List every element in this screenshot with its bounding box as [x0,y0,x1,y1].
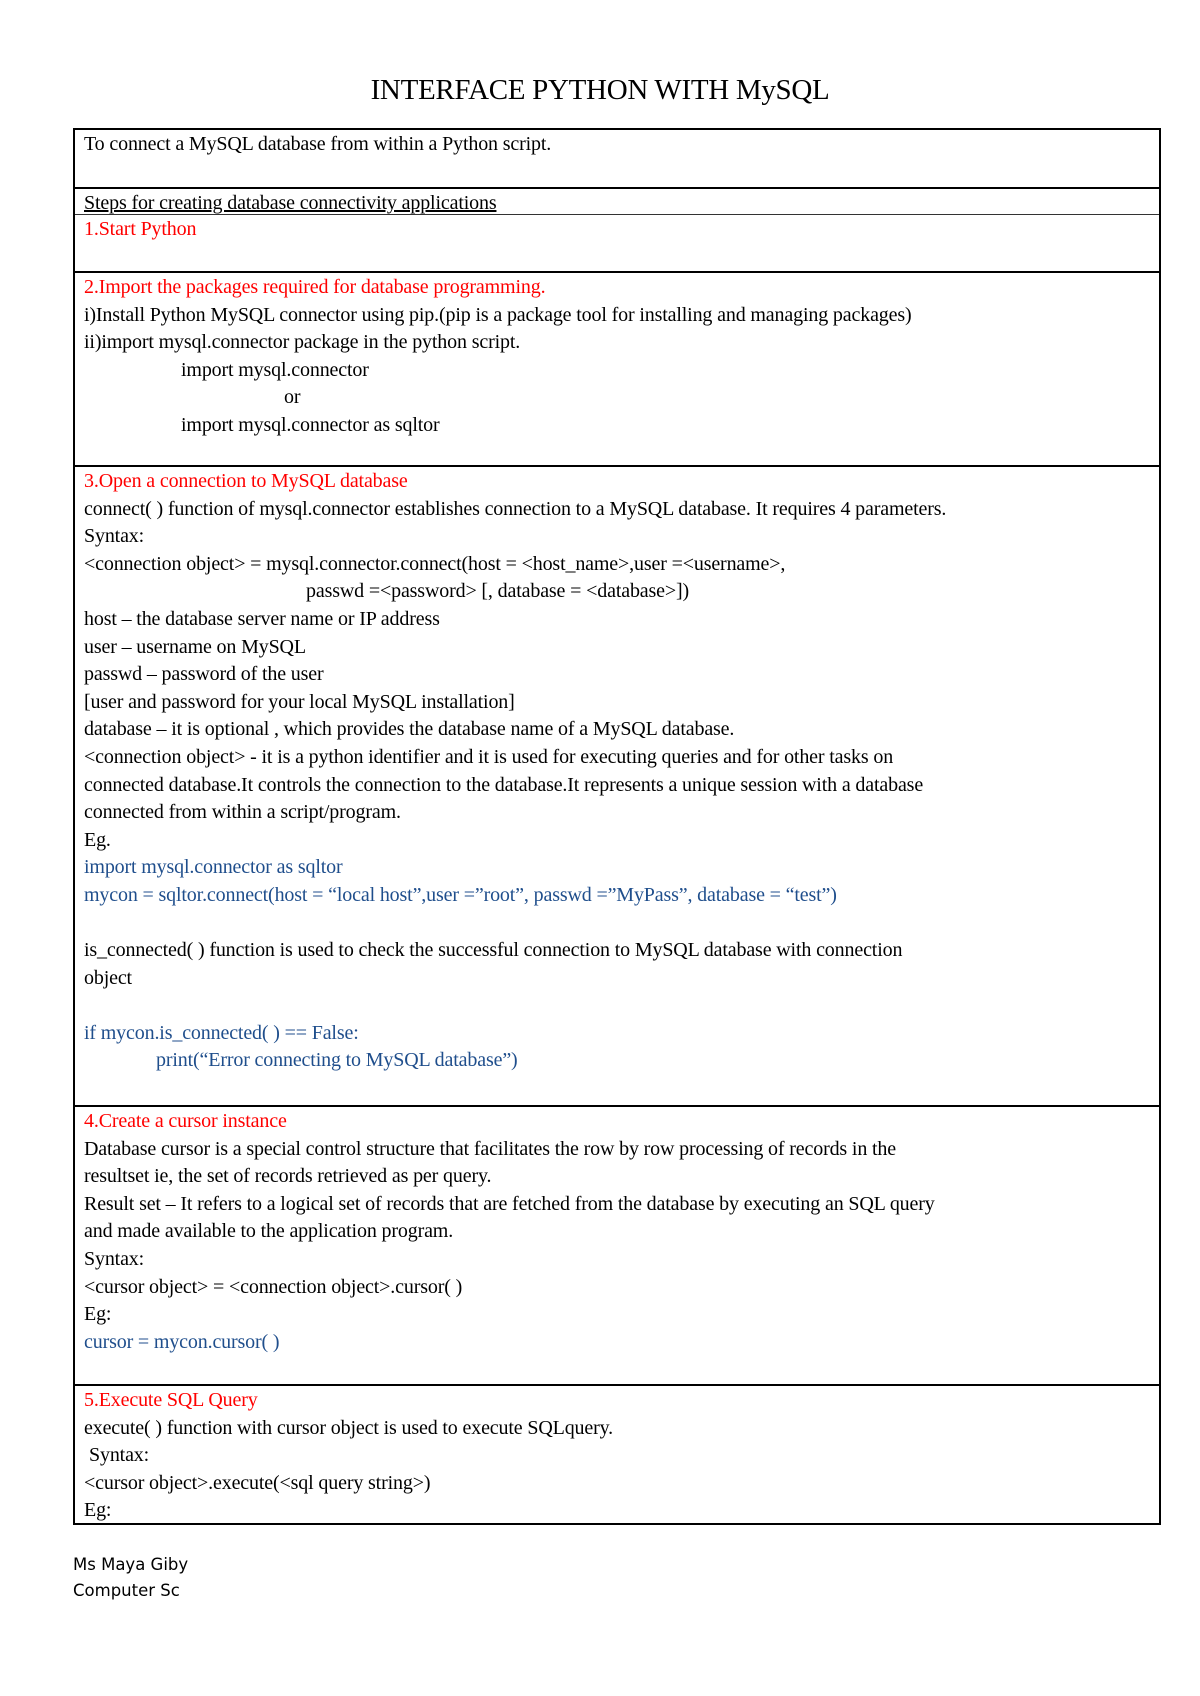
footer-subject: Computer Sc [73,1581,180,1600]
step5-row [75,1384,1159,1523]
step4-row [75,1105,1159,1384]
step3-line: user – username on MySQL [84,635,306,658]
step3-line: object [84,966,132,989]
step4-line: Result set – It refers to a logical set of records that are fetched from the database by executing an SQL query [84,1192,935,1215]
step4-line: <cursor object> = <connection object>.cursor( ) [84,1275,463,1298]
step3-line: host – the database server name or IP address [84,607,440,630]
step3-line: connect( ) function of mysql.connector establishes connection to a MySQL database. It requires 4 parameters. [84,497,947,520]
step5-heading: 5.Execute SQL Query [84,1389,258,1411]
step5-line: <cursor object>.execute(<sql query string>) [84,1471,431,1494]
page-title: INTERFACE PYTHON WITH MySQL [370,74,830,106]
step2-row [75,271,1159,465]
step3-line: passwd – password of the user [84,663,324,686]
step3-line: is_connected( ) function is used to check the successful connection to MySQL database with connection [84,939,903,962]
step1-row [75,214,1159,271]
intro-text: To connect a MySQL database from within a Python script. [84,133,552,155]
steps-heading: Steps for creating database connectivity applications [84,192,497,214]
step2-line: i)Install Python MySQL connector using pip.(pip is a package tool for installing and managing packages) [84,303,912,326]
step3-code-line: if mycon.is_connected( ) == False: [84,1021,359,1044]
step3-line: Eg. [84,828,111,851]
footer-author: Ms Maya Giby [73,1555,189,1574]
step5-line: Syntax: [89,1444,150,1467]
step3-row [75,465,1159,1105]
step3-line: <connection object> = mysql.connector.connect(host = <host_name>,user =<username>, [84,552,786,575]
step4-code-line: cursor = mycon.cursor( ) [84,1330,280,1353]
step5-line: execute( ) function with cursor object is used to execute SQLquery. [84,1416,614,1439]
step4-line: Syntax: [84,1247,145,1270]
step5-line: Eg: [84,1499,112,1522]
step3-line: database – it is optional , which provides the database name of a MySQL database. [84,718,735,741]
step4-line: resultset ie, the set of records retrieved as per query. [84,1165,492,1188]
steps-heading-row [75,187,1159,214]
step1-heading: 1.Start Python [84,218,197,240]
step3-line: passwd =<password> [, database = <database>]) [306,580,690,603]
step4-heading: 4.Create a cursor instance [84,1110,287,1132]
step3-line: [user and password for your local MySQL installation] [84,690,515,713]
step3-code-line: import mysql.connector as sqltor [84,856,343,879]
step2-line: ii)import mysql.connector package in the python script. [84,331,521,354]
step4-line: Database cursor is a special control structure that facilitates the row by row processing of records in the [84,1137,896,1160]
step2-heading: 2.Import the packages required for database programming. [84,276,546,298]
spacer [84,910,1159,938]
step3-line: Syntax: [84,525,145,548]
step3-line: connected from within a script/program. [84,801,401,824]
intro-row [75,130,1159,187]
step3-line: connected database.It controls the connection to the database.It represents a unique session with a database [84,773,924,796]
step3-heading: 3.Open a connection to MySQL database [84,470,408,492]
content-table [73,128,1161,1525]
spacer [84,992,1159,1020]
step4-line: and made available to the application program. [84,1220,454,1243]
page-footer [73,1552,188,1604]
step3-code-line: mycon = sqltor.connect(host = “local host”,user =”root”, passwd =”MyPass”, database = “test”) [84,883,837,906]
step2-code-line: import mysql.connector [181,358,369,381]
step2-code-line: import mysql.connector as sqltor [181,413,440,436]
step4-line: Eg: [84,1303,112,1326]
step2-or-line: or [284,386,301,409]
step3-code-line: print(“Error connecting to MySQL database”) [156,1049,518,1072]
step3-line: <connection object> - it is a python identifier and it is used for executing queries and for other tasks on [84,745,894,768]
